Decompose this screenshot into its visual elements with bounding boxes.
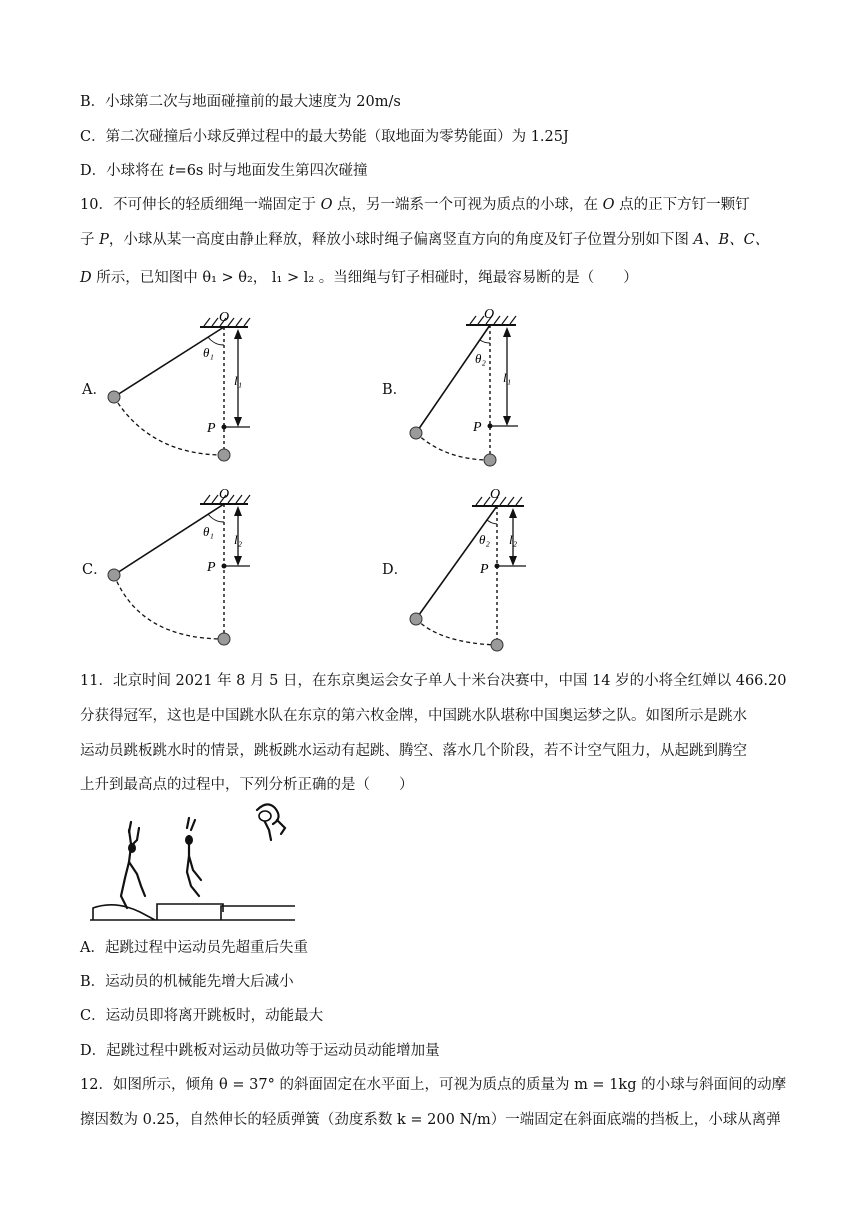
q11-option-a: A．起跳过程中运动员先超重后失重 [80,940,308,956]
point-o-label: O [219,310,230,325]
q10-stem-line1: 10．不可伸长的轻质细绳一端固定于 O 点，另一端系一个可视为质点的小球，在 O 点的正下方钉一颗钉 [80,197,750,213]
q10-stem-line2: 子 P，小球从某一高度由静止释放，释放小球时绳子偏离竖直方向的角度及钉子位置分别如下图 A、B、C、 [80,232,770,248]
q9-option-d: D．小球将在 t=6s 时与地面发生第四次碰撞 [80,163,368,179]
svg-text:P: P [480,562,489,577]
q11-option-b: B．运动员的机械能先增大后减小 [80,974,294,990]
q10-stem-line3: D 所示，已知图中 θ₁ > θ₂， l₁ > l₂ 。当细绳与钉子相碰时，绳最容易断的是（ ） [80,270,638,286]
svg-text:O: O [490,487,501,502]
svg-text:O: O [219,487,230,502]
q10-figure-a [100,305,260,470]
q10-figure-b [400,300,540,470]
q10-figure-c [100,482,260,652]
q10-option-d-label: D． [382,562,409,578]
length-label: l₁ [234,373,243,388]
q11-option-d: D．起跳过程中跳板对运动员做功等于运动员动能增加量 [80,1043,440,1059]
q12-stem-line2: 擦因数为 0.25，自然伸长的轻质弹簧（劲度系数 k = 200 N/m）一端固定在斜面底端的挡板上，小球从离弹 [80,1112,781,1128]
nail-p-label: P [207,421,216,436]
svg-text:O: O [484,307,495,322]
q11-option-c: C．运动员即将离开跳板时，动能最大 [80,1008,324,1024]
q11-stem-line3: 运动员跳板跳水时的情景，跳板跳水运动有起跳、腾空、落水几个阶段，若不计空气阻力，从起跳到腾空 [80,743,747,759]
svg-text:P: P [473,420,482,435]
svg-text:l₂: l₂ [509,532,518,547]
q11-stem-line2: 分获得冠军，这也是中国跳水队在东京的第六枚金牌，中国跳水队堪称中国奥运梦之队。如图所示是跳水 [80,708,747,724]
q11-diving-figure [85,800,300,925]
q10-option-c-label: C． [82,562,108,578]
svg-text:l₁: l₁ [503,370,512,385]
svg-text:θ₂: θ₂ [479,532,490,547]
q9-option-c: C．第二次碰撞后小球反弹过程中的最大势能（取地面为零势能面）为 1.25J [80,129,569,145]
angle-label: θ₁ [203,345,214,360]
q11-stem-line4: 上升到最高点的过程中，下列分析正确的是（ ） [80,777,414,793]
q12-stem-line1: 12．如图所示，倾角 θ = 37° 的斜面固定在水平面上，可视为质点的质量为 m = 1kg 的小球与斜面间的动摩 [80,1077,787,1093]
q9-option-b: B．小球第二次与地面碰撞前的最大速度为 20m/s [80,94,401,110]
q10-figure-d [400,478,540,658]
svg-text:P: P [207,560,216,575]
svg-text:l₂: l₂ [234,532,243,547]
q11-stem-line1: 11．北京时间 2021 年 8 月 5 日，在东京奥运会女子单人十米台决赛中，中国 14 岁的小将全红婵以 466.20 [80,673,787,689]
q10-option-b-label: B． [382,382,408,398]
q10-option-a-label: A． [82,382,107,398]
svg-text:θ₂: θ₂ [475,351,486,366]
svg-text:θ₁: θ₁ [203,524,214,539]
